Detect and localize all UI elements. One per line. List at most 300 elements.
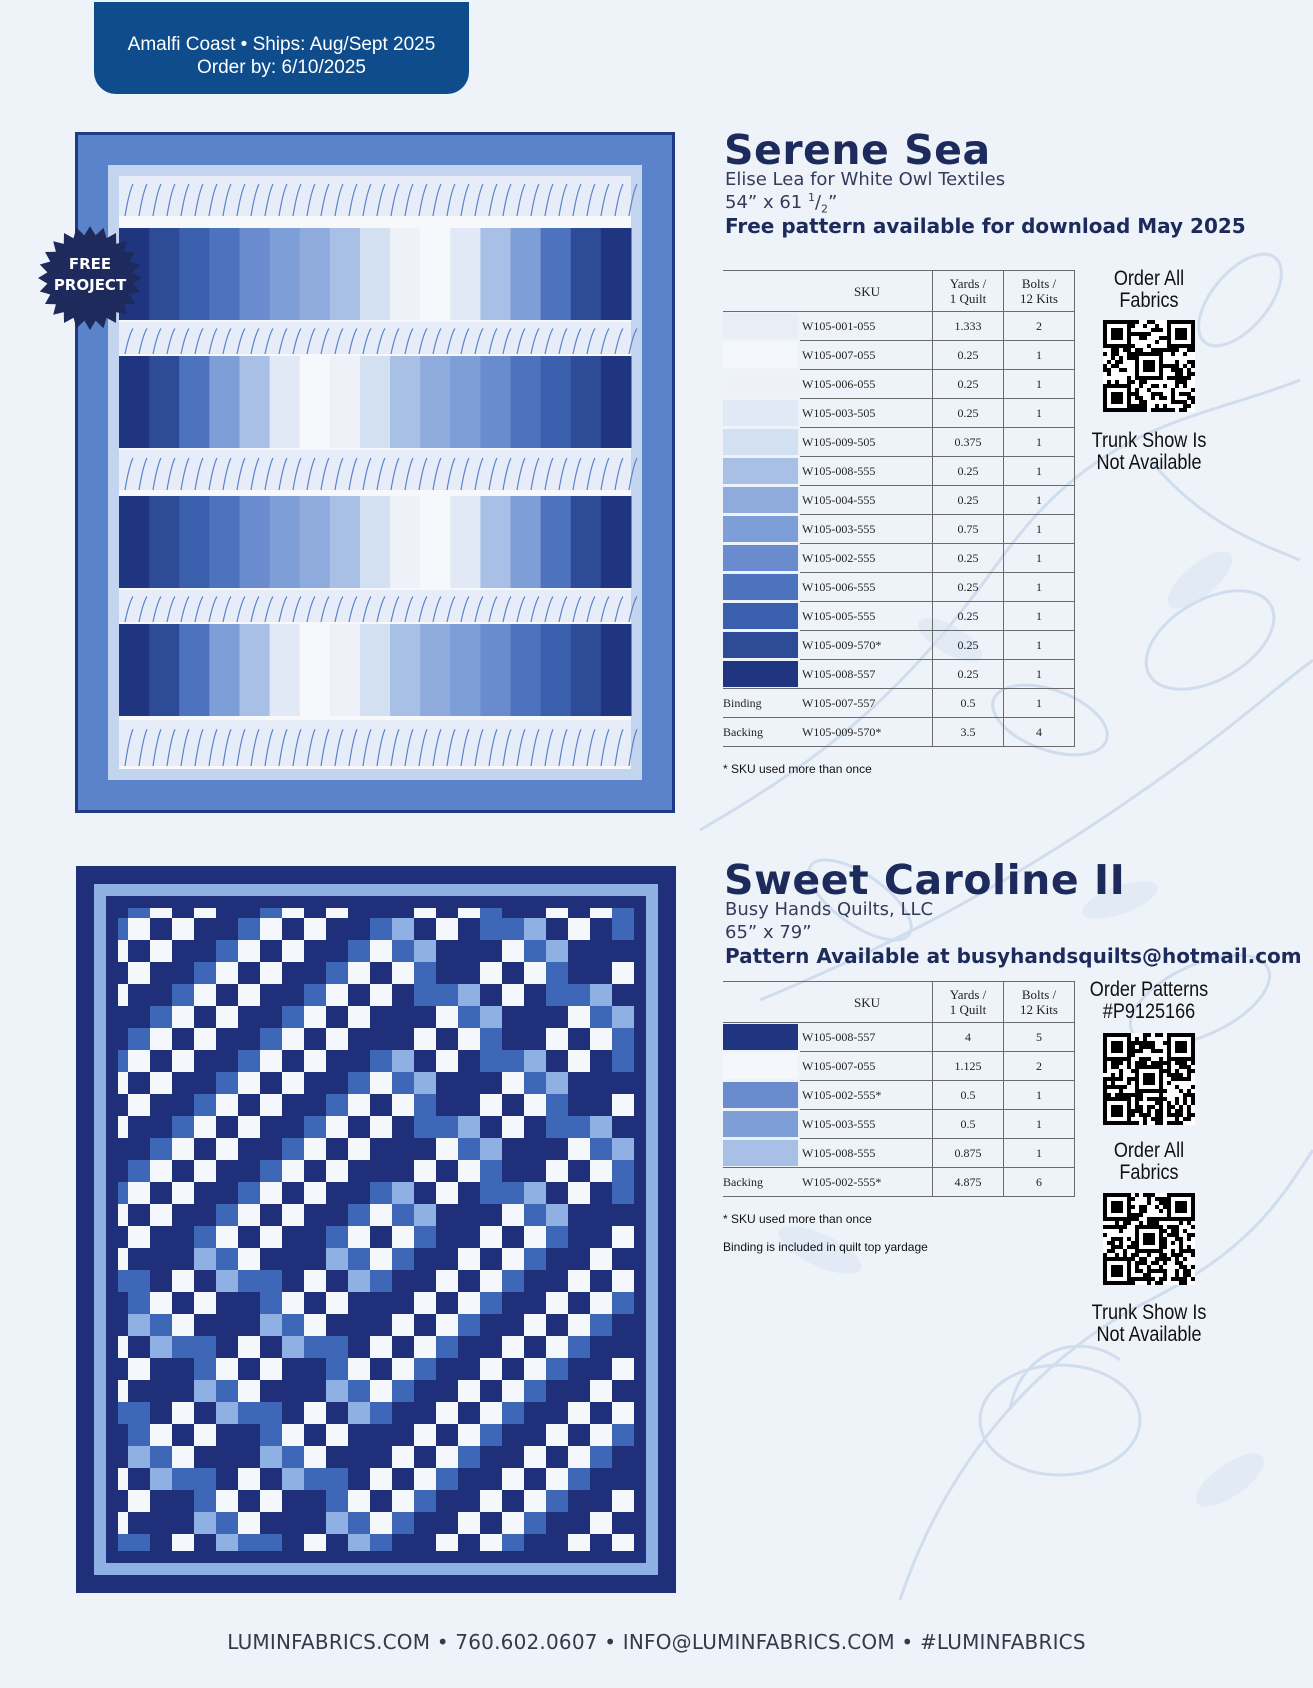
- quilt-block: [436, 1358, 458, 1380]
- qr-code-order-fabrics[interactable]: [1103, 1193, 1195, 1285]
- qr-module: [1147, 1113, 1151, 1117]
- qr-module: [1115, 1085, 1119, 1089]
- qr-module: [1131, 352, 1135, 356]
- quilt-block: [128, 962, 150, 984]
- quilt-block: [216, 1336, 238, 1358]
- qr-module: [1131, 1069, 1135, 1073]
- qr-module: [1175, 384, 1179, 388]
- qr-module: [1183, 408, 1187, 412]
- qr-module: [1131, 1217, 1135, 1221]
- quilt-block: [524, 1490, 546, 1512]
- qr-module: [1159, 1113, 1163, 1117]
- qr-module: [1183, 380, 1187, 384]
- qr-module: [1115, 1065, 1119, 1069]
- quilt-block: [612, 1160, 634, 1182]
- qr-module: [1103, 1077, 1107, 1081]
- qr-module: [1135, 1265, 1139, 1269]
- qr-module: [1155, 384, 1159, 388]
- qr-module: [1139, 1097, 1143, 1101]
- qr-module: [1151, 384, 1155, 388]
- quilt-block: [568, 1512, 590, 1534]
- swatch-color: [723, 545, 798, 571]
- quilt-block: [414, 940, 436, 962]
- quilt-block: [260, 1490, 282, 1512]
- quilt-block: [392, 1402, 414, 1424]
- qr-module: [1127, 352, 1131, 356]
- quilt-block: [260, 918, 282, 940]
- quilt-block: [282, 1292, 304, 1314]
- quilt-block: [282, 1380, 304, 1402]
- quilt-block: [128, 1402, 150, 1424]
- quilt-block: [524, 1160, 546, 1182]
- quilt-block: [568, 1402, 590, 1424]
- quilt-block: [458, 1446, 480, 1468]
- qr-module: [1187, 1109, 1191, 1113]
- quilt-strip: [450, 356, 481, 448]
- quilt-block: [172, 1512, 194, 1534]
- qr-module: [1159, 1265, 1163, 1269]
- fabric-row: [723, 1081, 1075, 1110]
- quilt-block: [304, 1512, 326, 1534]
- qr-module: [1171, 408, 1175, 412]
- quilt-strip: [390, 496, 421, 588]
- quilt-strip: [149, 228, 180, 320]
- row-label: Binding: [723, 689, 800, 718]
- quilt-block: [392, 1358, 414, 1380]
- qr-module: [1135, 1261, 1139, 1265]
- quilt-strip: [119, 356, 150, 448]
- qr-module: [1155, 404, 1159, 408]
- qr-module: [1103, 1089, 1107, 1093]
- swatch-color: [723, 1082, 798, 1108]
- qr-module: [1135, 408, 1139, 412]
- quilt-block: [150, 940, 172, 962]
- qr-module: [1119, 1245, 1123, 1249]
- bolts-cell: 1: [1004, 1139, 1075, 1168]
- quilt-block: [546, 1292, 568, 1314]
- qr-module: [1175, 1073, 1179, 1077]
- sku-cell: W105-009-570*: [800, 631, 933, 660]
- quilt-block: [326, 918, 348, 940]
- sku-cell: W105-002-555*: [800, 1168, 933, 1197]
- qr-module: [1111, 352, 1115, 356]
- qr-module: [1155, 1257, 1159, 1261]
- quilt-strip: [571, 624, 602, 716]
- quilt-block: [216, 962, 238, 984]
- quilt-block: [128, 1006, 150, 1028]
- quilt-block: [590, 1358, 612, 1380]
- quilt-strip: [360, 228, 391, 320]
- qr-module: [1155, 1269, 1159, 1273]
- swatch-header: [723, 982, 800, 1023]
- quilt-block: [260, 1182, 282, 1204]
- quilt-block: [260, 1072, 282, 1094]
- quilt-block: [392, 1446, 414, 1468]
- quilt-strip: [541, 624, 572, 716]
- qr-module: [1183, 1277, 1187, 1281]
- quilt-block: [150, 1094, 172, 1116]
- quilt-block: [568, 1380, 590, 1402]
- quilt-strip: [571, 228, 602, 320]
- quilt-block: [546, 984, 568, 1006]
- qr-module: [1107, 1077, 1111, 1081]
- quilt-block: [524, 1314, 546, 1336]
- quilt-block: [194, 1094, 216, 1116]
- quilt-block: [612, 1270, 634, 1292]
- quilt-block: [216, 1512, 238, 1534]
- quilt-block: [260, 1358, 282, 1380]
- quilt-block: [194, 1424, 216, 1446]
- qr-module: [1155, 324, 1159, 328]
- quilt-block: [326, 1512, 348, 1534]
- qr-module: [1143, 1113, 1147, 1117]
- badge-line-2: PROJECT: [53, 276, 127, 294]
- sku-cell: W105-001-055: [800, 312, 933, 341]
- quilt-block: [260, 1270, 282, 1292]
- quilt-block: [348, 918, 370, 940]
- qr-module: [1179, 1113, 1183, 1117]
- quilt-block: [216, 1006, 238, 1028]
- quilt-block: [172, 1424, 194, 1446]
- fabric-requirements-table: [723, 981, 1075, 1197]
- qr-module: [1139, 1277, 1143, 1281]
- qr-module: [1167, 1081, 1171, 1085]
- qr-module: [1163, 364, 1167, 368]
- fabric-row: [723, 1139, 1075, 1168]
- quilt-block: [326, 1226, 348, 1248]
- quilt-block: [414, 1138, 436, 1160]
- quilt-block: [436, 1072, 458, 1094]
- quilt-block: [414, 1116, 436, 1138]
- quilt-block: [568, 918, 590, 940]
- quilt-block: [436, 1160, 458, 1182]
- quilt-strip: [209, 356, 240, 448]
- qr-module: [1143, 1057, 1147, 1061]
- swatch-color: [723, 371, 798, 397]
- quilt-block: [304, 1336, 326, 1358]
- quilt-block: [172, 1160, 194, 1182]
- quilt-block: [304, 1380, 326, 1402]
- qr-module: [1127, 1093, 1131, 1097]
- quilt-block: [458, 1182, 480, 1204]
- fabric-row: [723, 1168, 1075, 1197]
- quilt-block: [326, 1182, 348, 1204]
- qr-module: [1147, 1281, 1151, 1285]
- quilt-block: [524, 1204, 546, 1226]
- qr-module: [1167, 348, 1171, 352]
- yards-cell: 0.25: [933, 631, 1004, 660]
- qr-module: [1183, 1281, 1187, 1285]
- quilt-block: [480, 1204, 502, 1226]
- qr-module: [1115, 360, 1119, 364]
- qr-module: [1135, 1101, 1139, 1105]
- quilt-block: [436, 1446, 458, 1468]
- qr-module: [1191, 1069, 1195, 1073]
- quilt-block: [128, 1072, 150, 1094]
- quilt-block: [524, 962, 546, 984]
- quilt-block: [524, 940, 546, 962]
- size-fraction-denominator: 2: [821, 202, 829, 216]
- qr-module: [1167, 1069, 1171, 1073]
- qr-module: [1179, 392, 1183, 396]
- qr-module: [1131, 356, 1135, 360]
- quilt-block: [480, 1468, 502, 1490]
- qr-module: [1191, 1249, 1195, 1253]
- qr-module: [1155, 1061, 1159, 1065]
- qr-module: [1119, 1085, 1123, 1089]
- qr-module: [1159, 396, 1163, 400]
- quilt-block: [150, 1380, 172, 1402]
- quilt-block: [370, 918, 392, 940]
- quilt-block: [458, 1270, 480, 1292]
- qr-module: [1175, 1069, 1179, 1073]
- qr-module: [1167, 1113, 1171, 1117]
- quilt-strip: [270, 624, 301, 716]
- qr-module: [1143, 380, 1147, 384]
- qr-module: [1135, 1109, 1139, 1113]
- quilt-strip: [601, 228, 632, 320]
- qr-module: [1119, 1077, 1123, 1081]
- qr-module: [1127, 1221, 1131, 1225]
- qr-code-order-pattern[interactable]: [1103, 1033, 1195, 1125]
- quilt-block: [546, 1028, 568, 1050]
- quilt-block: [172, 1094, 194, 1116]
- qr-module: [1135, 1213, 1139, 1217]
- quilt-block: [502, 1204, 524, 1226]
- qr-module: [1155, 1261, 1159, 1265]
- yards-cell: 0.25: [933, 341, 1004, 370]
- qr-module: [1119, 1061, 1123, 1065]
- quilt-strip: [511, 624, 542, 716]
- fabric-row: [723, 1052, 1075, 1081]
- qr-module: [1111, 328, 1123, 340]
- quilt-block: [414, 1248, 436, 1270]
- quilt-block: [260, 1380, 282, 1402]
- qr-module: [1171, 396, 1175, 400]
- quilt-block: [194, 1490, 216, 1512]
- quilt-block: [326, 1160, 348, 1182]
- quilt-block: [590, 940, 612, 962]
- quilt-strip: [239, 356, 270, 448]
- qr-module: [1139, 332, 1143, 336]
- fabric-rows: [723, 1023, 1075, 1197]
- quilt-block: [282, 1138, 304, 1160]
- quilt-block: [590, 1446, 612, 1468]
- quilt-block: [304, 962, 326, 984]
- fabric-swatch: [723, 1052, 800, 1081]
- qr-module: [1143, 1073, 1155, 1085]
- quilt-block: [458, 918, 480, 940]
- quilt-block: [172, 1402, 194, 1424]
- quilt-block: [568, 1050, 590, 1072]
- quilt-block: [458, 1424, 480, 1446]
- qr-module: [1127, 356, 1131, 360]
- quilt-block: [480, 1380, 502, 1402]
- qr-module: [1187, 1077, 1191, 1081]
- qr-module: [1155, 392, 1159, 396]
- quilt-block: [436, 1402, 458, 1424]
- quilt-block: [546, 1314, 568, 1336]
- fabric-swatch: [723, 486, 800, 515]
- quilt-block: [480, 1072, 502, 1094]
- quilt-strip: [209, 624, 240, 716]
- qr-module: [1139, 1061, 1143, 1065]
- qr-module: [1151, 1061, 1155, 1065]
- qr-module: [1115, 1077, 1119, 1081]
- qr-module: [1147, 1221, 1151, 1225]
- quilt-block: [194, 984, 216, 1006]
- qr-module: [1155, 1205, 1159, 1209]
- quilt-block: [238, 1006, 260, 1028]
- quilt-block: [260, 1116, 282, 1138]
- yards-cell: 0.25: [933, 602, 1004, 631]
- qr-module: [1131, 1045, 1135, 1049]
- qr-module: [1171, 1253, 1175, 1257]
- quilt-block: [304, 1314, 326, 1336]
- fabric-row: [723, 515, 1075, 544]
- qr-module: [1131, 1197, 1135, 1201]
- quilt-block: [524, 1292, 546, 1314]
- qr-module: [1191, 388, 1195, 392]
- quilt-block: [392, 1270, 414, 1292]
- quilt-block: [568, 1028, 590, 1050]
- swatch-color: [723, 1140, 798, 1166]
- quilt-block: [238, 1424, 260, 1446]
- qr-module: [1135, 1049, 1139, 1053]
- bolts-cell: 1: [1004, 602, 1075, 631]
- qr-module: [1147, 1201, 1151, 1205]
- quilt-block: [282, 918, 304, 940]
- quilt-block: [502, 1248, 524, 1270]
- bolts-cell: 2: [1004, 1052, 1075, 1081]
- quilt-block: [524, 1138, 546, 1160]
- quilt-block: [260, 1314, 282, 1336]
- quilt-block: [436, 940, 458, 962]
- quilt-block: [194, 940, 216, 962]
- quilt-strip: [209, 496, 240, 588]
- qr-module: [1143, 1061, 1147, 1065]
- quilt-block: [370, 1380, 392, 1402]
- qr-module: [1115, 352, 1119, 356]
- quilt-strip: [149, 356, 180, 448]
- quilt-block: [414, 1072, 436, 1094]
- qr-module: [1131, 1213, 1135, 1217]
- quilt-strip: [390, 624, 421, 716]
- qr-module: [1163, 1273, 1167, 1277]
- fabric-row: [723, 457, 1075, 486]
- qr-module: [1131, 408, 1135, 412]
- qr-module: [1179, 1265, 1183, 1269]
- qr-module: [1183, 1077, 1187, 1081]
- quilt-block: [502, 1072, 524, 1094]
- quilt-block: [414, 1292, 436, 1314]
- qr-module: [1135, 404, 1139, 408]
- quilt-block: [128, 1094, 150, 1116]
- quilt-block: [392, 1050, 414, 1072]
- quilt-block: [348, 1160, 370, 1182]
- qr-module: [1131, 1121, 1135, 1125]
- qr-module: [1187, 368, 1191, 372]
- quilt-block: [568, 1116, 590, 1138]
- qr-module: [1119, 1089, 1123, 1093]
- qr-module: [1151, 328, 1155, 332]
- quilt-block: [612, 1028, 634, 1050]
- quilt-block: [502, 1182, 524, 1204]
- pattern-availability-note: Free pattern available for download May 2025: [725, 214, 1246, 238]
- quilt-block: [414, 1512, 436, 1534]
- qr-module: [1191, 1265, 1195, 1269]
- quilt-block: [370, 1094, 392, 1116]
- quilt-block: [304, 918, 326, 940]
- qr-module: [1179, 1073, 1183, 1077]
- quilt-block: [326, 1292, 348, 1314]
- quilt-block: [194, 1468, 216, 1490]
- quilt-block: [194, 918, 216, 940]
- quilt-block: [480, 1512, 502, 1534]
- quilt-block: [304, 1116, 326, 1138]
- quilt-block: [172, 1138, 194, 1160]
- quilt-block: [128, 1490, 150, 1512]
- quilt-block: [238, 1512, 260, 1534]
- qr-module: [1127, 1081, 1131, 1085]
- qr-module: [1103, 1093, 1107, 1097]
- quilt-block: [546, 918, 568, 940]
- quilt-block: [458, 1336, 480, 1358]
- quilt-block: [282, 1446, 304, 1468]
- quilt-block: [260, 1028, 282, 1050]
- qr-code-order-fabrics[interactable]: [1103, 320, 1195, 412]
- qr-module: [1179, 1121, 1183, 1125]
- quilt-block: [546, 1380, 568, 1402]
- qr-module: [1139, 1049, 1143, 1053]
- quilt-block: [150, 962, 172, 984]
- quilt-block: [172, 1468, 194, 1490]
- qr-module: [1107, 1093, 1111, 1097]
- quilt-block: [282, 940, 304, 962]
- quilt-block: [436, 1380, 458, 1402]
- quilt-block: [370, 984, 392, 1006]
- qr-module: [1171, 1249, 1175, 1253]
- qr-module: [1111, 1041, 1123, 1053]
- quilt-block: [216, 1358, 238, 1380]
- quilt-block: [524, 1006, 546, 1028]
- qr-module: [1163, 348, 1167, 352]
- quilt-block: [348, 1248, 370, 1270]
- yards-header: Yards / 1 Quilt: [933, 271, 1004, 312]
- quilt-block: [458, 1402, 480, 1424]
- qr-module: [1119, 1237, 1123, 1241]
- contact-footer: LUMINFABRICS.COM • 760.602.0607 • INFO@LUMINFABRICS.COM • #LUMINFABRICS: [227, 1630, 1086, 1654]
- quilt-block: [216, 1402, 238, 1424]
- qr-module: [1131, 1245, 1135, 1249]
- quilt-block: [348, 1380, 370, 1402]
- quilt-block: [612, 1050, 634, 1072]
- qr-module: [1171, 1077, 1175, 1081]
- quilt-strip: [149, 496, 180, 588]
- quilt-block: [568, 1292, 590, 1314]
- quilt-block: [326, 1468, 348, 1490]
- quilt-block: [612, 984, 634, 1006]
- quilt-block: [502, 1380, 524, 1402]
- quilt-block: [128, 1358, 150, 1380]
- quilt-block: [524, 1072, 546, 1094]
- quilt-strip: [480, 228, 511, 320]
- quilt-block: [480, 1314, 502, 1336]
- qr-module: [1167, 1225, 1171, 1229]
- qr-module: [1187, 376, 1191, 380]
- quilt-block: [414, 1204, 436, 1226]
- quilt-block: [194, 1512, 216, 1534]
